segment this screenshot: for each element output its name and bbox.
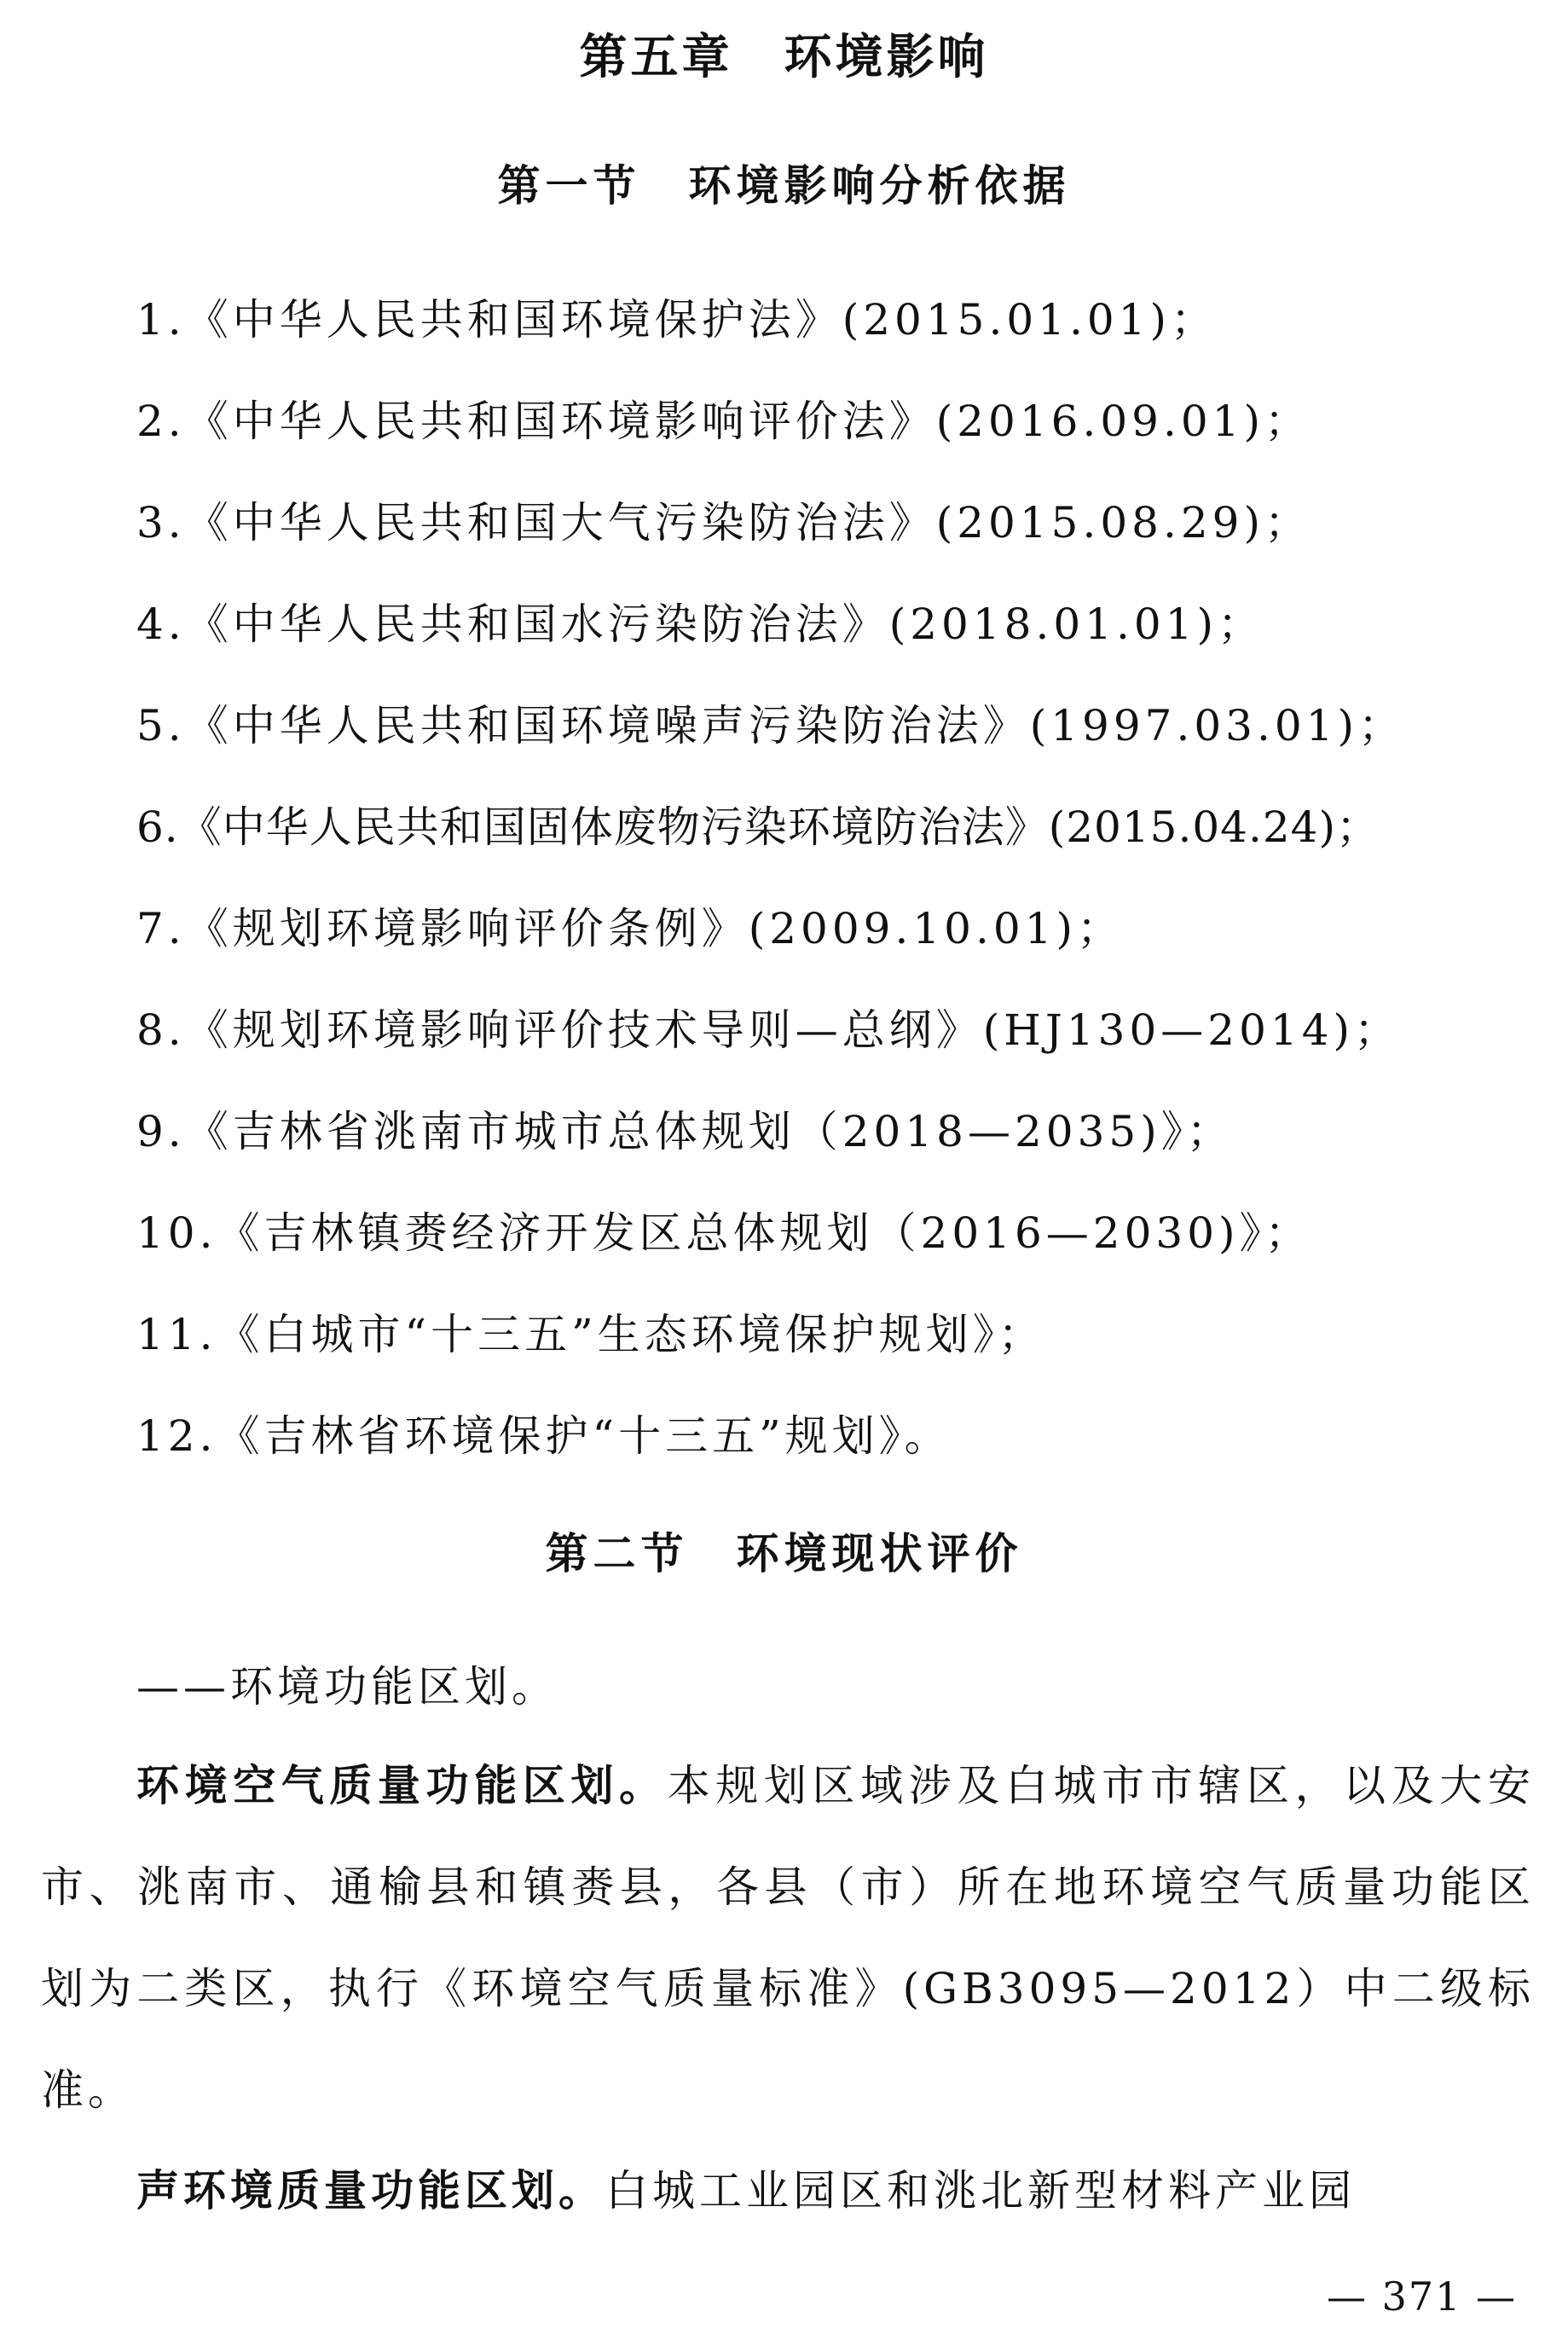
chapter-title: 第五章 环境影响 xyxy=(579,30,989,85)
zoning-subheading: ——环境功能区划。 xyxy=(136,1662,558,1712)
air-zoning-text: 本规划区域涉及白城市市辖区，以及大安市、洮南市、通榆县和镇赉县，各县（市）所在地环境空气质量功能区划为二类区，执行《环境空气质量标准》(GB3095—2012）中二级标准。 xyxy=(41,1761,1536,2115)
sound-zoning-label: 声环境质量功能区划。 xyxy=(136,2166,605,2215)
section-1-title: 第一节 环境影响分析依据 xyxy=(497,161,1071,211)
air-zoning-paragraph xyxy=(41,1735,1535,2141)
page-number: — 371 — xyxy=(1326,2273,1517,2320)
sound-zoning-paragraph xyxy=(41,2140,1535,2242)
reference-item: 6.《中华人民共和国固体废物污染环境防治法》(2015.04.24)； xyxy=(136,802,1380,852)
air-zoning-label: 环境空气质量功能区划。 xyxy=(136,1761,668,1810)
reference-item: 2.《中华人民共和国环境影响评价法》(2016.09.01)； xyxy=(136,397,1311,446)
reference-item: 11.《白城市“十三五”生态环境保护规划》； xyxy=(136,1310,1045,1359)
reference-item: 8.《规划环境影响评价技术导则—总纲》(HJ130—2014)； xyxy=(136,1005,1402,1055)
reference-item: 12.《吉林省环境保护“十三五”规划》。 xyxy=(136,1411,952,1461)
reference-item: 3.《中华人民共和国大气污染防治法》(2015.08.29)； xyxy=(136,498,1311,547)
reference-item: 4.《中华人民共和国水污染防治法》(2018.01.01)； xyxy=(136,599,1264,649)
reference-item: 5.《中华人民共和国环境噪声污染防治法》(1997.03.01)； xyxy=(136,701,1405,750)
reference-item: 10.《吉林镇赉经济开发区总体规划（2016—2030)》； xyxy=(136,1208,1312,1258)
sound-zoning-text: 白城工业园区和洮北新型材料产业园 xyxy=(605,2166,1356,2215)
reference-list xyxy=(136,286,1535,1503)
reference-item: 7.《规划环境影响评价条例》(2009.10.01)； xyxy=(136,904,1124,953)
reference-item: 9.《吉林省洮南市城市总体规划（2018—2035)》； xyxy=(136,1107,1234,1156)
reference-item: 1.《中华人民共和国环境保护法》(2015.01.01)； xyxy=(136,295,1218,345)
section-2-title: 第二节 环境现状评价 xyxy=(545,1529,1023,1578)
